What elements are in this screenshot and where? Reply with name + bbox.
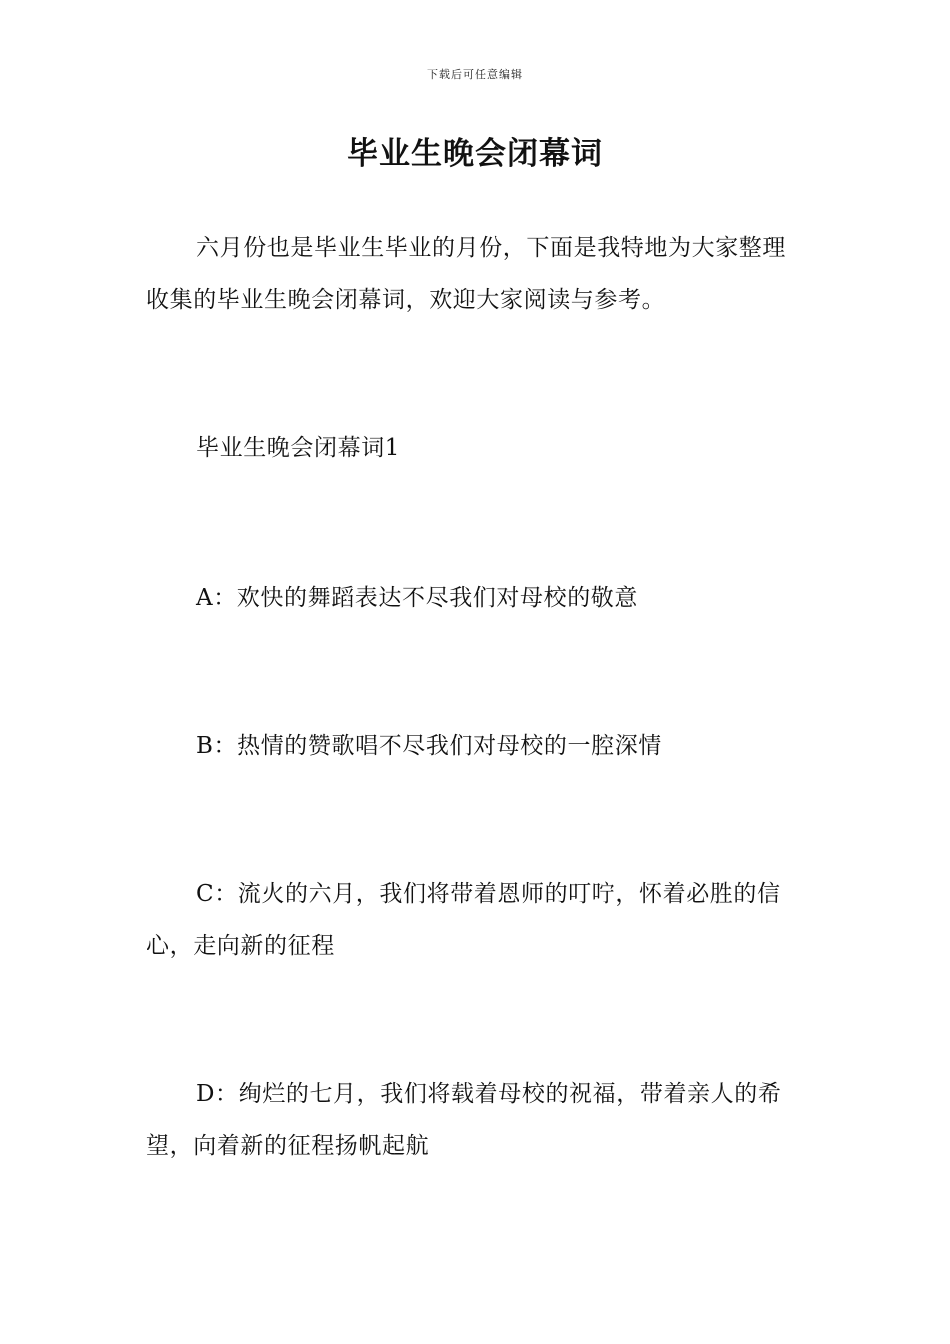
speech-line-b: B：热情的赞歌唱不尽我们对母校的一腔深情 (196, 733, 662, 759)
intro-paragraph: 六月份也是毕业生毕业的月份，下面是我特地为大家整理收集的毕业生晚会闭幕词，欢迎大家阅读与参考。 (146, 235, 786, 313)
header-note: 下载后可任意编辑 (427, 68, 523, 81)
speech-line-c: C：流火的六月，我们将带着恩师的叮咛，怀着必胜的信心，走向新的征程 (146, 881, 781, 959)
speech-line-a: A：欢快的舞蹈表达不尽我们对母校的敬意 (196, 585, 639, 611)
page-title: 毕业生晚会闭幕词 (347, 136, 603, 172)
speech-line-d: D：绚烂的七月，我们将载着母校的祝福，带着亲人的希望，向着新的征程扬帆起航 (146, 1081, 782, 1159)
section-subheading: 毕业生晚会闭幕词1 (196, 435, 401, 461)
